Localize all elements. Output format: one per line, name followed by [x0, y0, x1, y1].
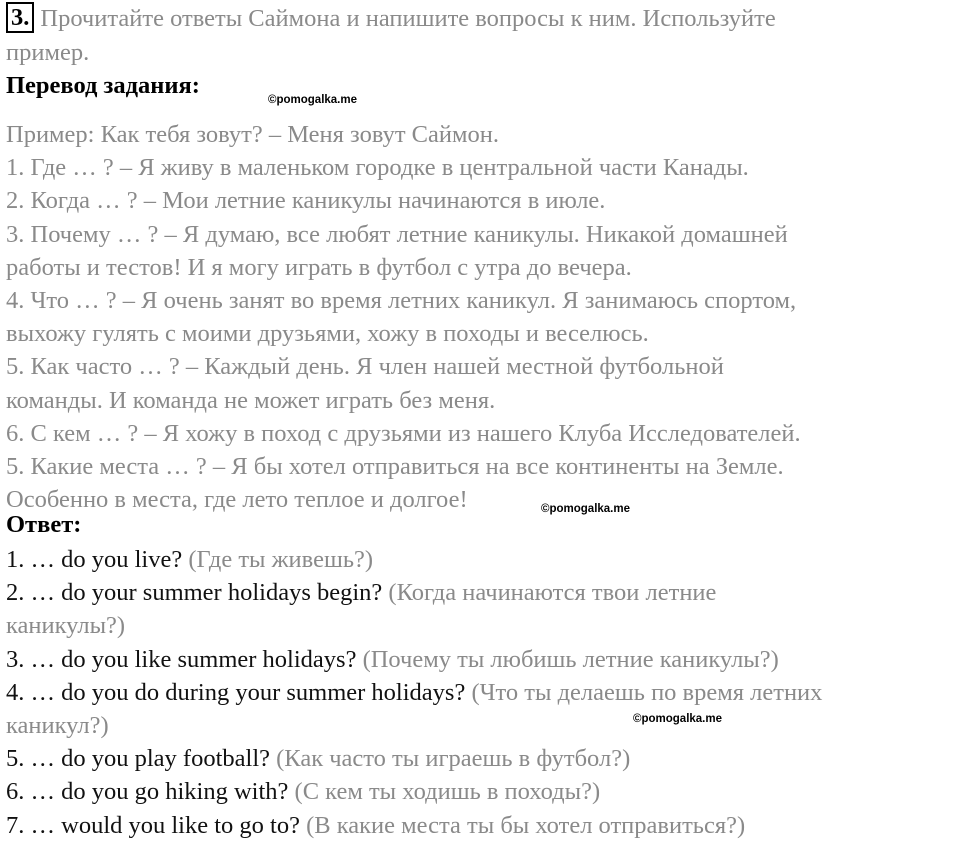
answer-item [6, 775, 600, 808]
answer-english: 5. … do you play football? [6, 745, 271, 773]
translation-heading: Перевод задания: [6, 72, 200, 99]
translation-line: 3. Почему … ? – Я думаю, все любят летние каникулы. Никакой домашней [6, 220, 788, 248]
answer-russian: (В какие места ты бы хотел отправиться?) [306, 811, 746, 839]
translation-line: Особенно в места, где лето теплое и долгое! [6, 486, 468, 514]
task-instruction-line-1: Прочитайте ответы Саймона и напишите вопросы к ним. Используйте [40, 5, 776, 32]
answer-russian: (Как часто ты играешь в футбол?) [276, 745, 631, 773]
translation-line: выхожу гулять с моими друзьями, хожу в походы и веселюсь. [6, 320, 649, 348]
translation-line: 5. Как часто … ? – Каждый день. Я член нашей местной футбольной [6, 353, 724, 381]
task-instruction [6, 2, 776, 35]
answer-english: 3. … do you like summer holidays? [6, 645, 357, 673]
answer-russian: (Когда начинаются твои летние [388, 579, 717, 607]
answer-item [6, 676, 822, 709]
answer-item [6, 809, 745, 842]
translation-line: работы и тестов! И я могу играть в футбол с утра до вечера. [6, 253, 632, 281]
answer-english: 6. … do you go hiking with? [6, 778, 289, 806]
answer-item [6, 742, 630, 775]
answer-item [6, 576, 716, 609]
answer-russian: (С кем ты ходишь в походы?) [294, 778, 601, 806]
task-instruction-line-2: пример. [6, 39, 90, 66]
answer-russian: каникул?) [6, 712, 109, 739]
answer-russian: каникулы?) [6, 612, 126, 640]
translation-line: 5. Какие места … ? – Я бы хотел отправиться на все континенты на Земле. [6, 453, 784, 480]
answer-english: 1. … do you live? [6, 546, 183, 573]
translation-line: 6. С кем … ? – Я хожу в поход с друзьями из нашего Клуба Исследователей. [6, 419, 801, 447]
translation-line: 4. Что … ? – Я очень занят во время летних каникул. Я занимаюсь спортом, [6, 287, 797, 314]
answer-item [6, 609, 125, 642]
answer-russian: (Где ты живешь?) [188, 546, 374, 573]
answer-russian: (Что ты делаешь по время летних [471, 678, 823, 706]
answer-english: 7. … would you like to go to? [6, 811, 300, 839]
answer-english: 4. … do you do during your summer holidays? [6, 678, 466, 706]
answer-item [6, 543, 373, 576]
answer-heading: Ответ: [6, 511, 82, 538]
answer-english: 2. … do your summer holidays begin? [6, 579, 383, 607]
answer-item [6, 709, 109, 742]
answer-russian: (Почему ты любишь летние каникулы?) [362, 645, 779, 673]
watermark: ©pomogalka.me [268, 94, 357, 106]
watermark: ©pomogalka.me [541, 503, 630, 515]
translation-line: 2. Когда … ? – Мои летние каникулы начинаются в июле. [6, 187, 606, 215]
watermark: ©pomogalka.me [633, 713, 722, 725]
translation-line: 1. Где … ? – Я живу в маленьком городке в центральной части Канады. [6, 154, 749, 182]
translation-line: Пример: Как тебя зовут? – Меня зовут Саймон. [6, 121, 499, 148]
translation-line: команды. И команда не может играть без меня. [6, 386, 496, 414]
task-number: 3. [6, 2, 34, 33]
answer-item [6, 643, 779, 676]
